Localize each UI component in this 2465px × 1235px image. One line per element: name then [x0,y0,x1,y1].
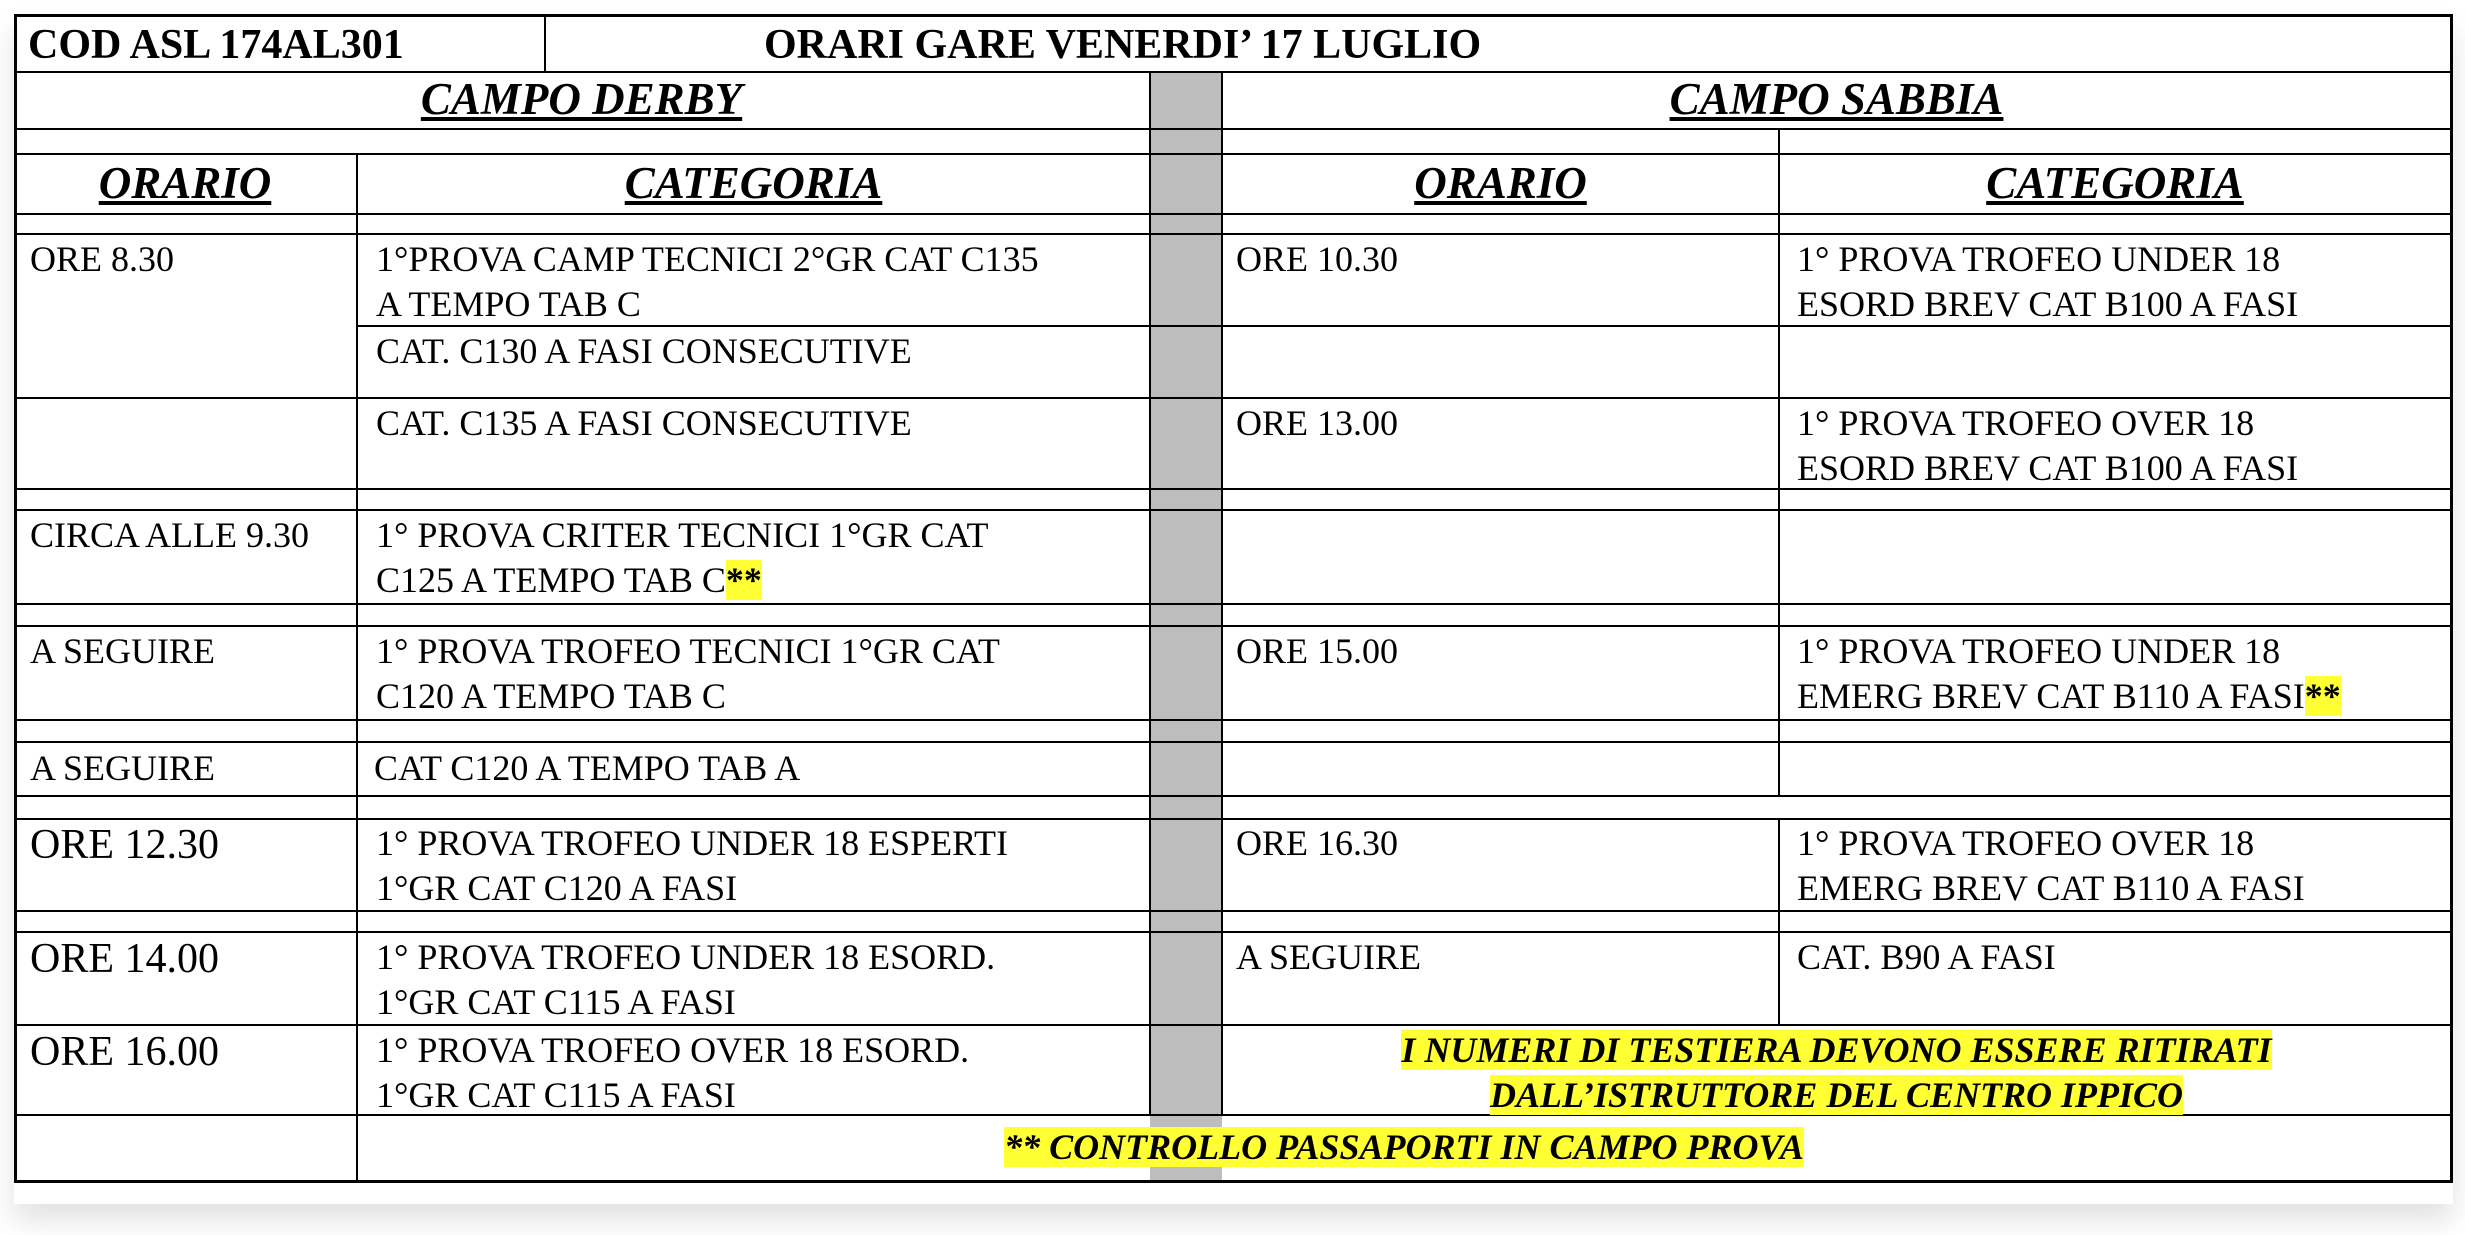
derby-categoria-line: CAT. C135 A FASI CONSECUTIVE [376,403,912,443]
sabbia-categoria-line: 1° PROVA TROFEO OVER 18 [1797,403,2255,443]
derby-categoria-line: C120 A TEMPO TAB C [376,676,726,716]
notice-line: DALL’ISTRUTTORE DEL CENTRO IPPICO [1489,1075,2184,1115]
derby-categoria-line: 1°GR CAT C120 A FASI [376,868,738,908]
footnote-marker: ** [725,560,762,600]
derby-categoria-header: CATEGORIA [624,158,883,208]
sabbia-categoria-line: 1° PROVA TROFEO UNDER 18 [1797,239,2281,279]
sabbia-categoria-line: EMERG BREV CAT B110 A FASI** [1797,676,2341,716]
column-separator [1150,72,1222,1182]
derby-categoria-line: 1°GR CAT C115 A FASI [376,1075,736,1115]
sabbia-categoria-header: CATEGORIA [1986,158,2244,208]
derby-categoria-line: 1° PROVA TROFEO OVER 18 ESORD. [376,1030,970,1070]
code-label: COD ASL 174AL301 [28,22,404,68]
derby-categoria-line: CAT C120 A TEMPO TAB A [374,748,801,788]
derby-categoria-line: 1°PROVA CAMP TECNICI 2°GR CAT C135 [376,239,1039,279]
footnote-marker: ** [2304,676,2341,716]
sabbia-orario: ORE 10.30 [1236,239,1398,279]
sabbia-categoria-line: EMERG BREV CAT B110 A FASI [1797,868,2305,908]
schedule-table [14,14,2453,1204]
derby-categoria-line: C125 A TEMPO TAB C** [376,560,762,600]
campo-derby-heading: CAMPO DERBY [420,74,743,124]
sabbia-categoria-line: CAT. B90 A FASI [1797,937,2056,977]
derby-categoria-line: 1° PROVA TROFEO UNDER 18 ESPERTI [376,823,1009,863]
sabbia-orario: A SEGUIRE [1236,937,1422,977]
footer-note: ** CONTROLLO PASSAPORTI IN CAMPO PROVA [1004,1127,1804,1167]
derby-orario: A SEGUIRE [30,748,216,788]
sabbia-orario: ORE 13.00 [1236,403,1398,443]
derby-categoria-line: 1° PROVA CRITER TECNICI 1°GR CAT [376,515,989,555]
sabbia-categoria-line: 1° PROVA TROFEO OVER 18 [1797,823,2255,863]
sabbia-categoria-line: 1° PROVA TROFEO UNDER 18 [1797,631,2281,671]
derby-orario: ORE 14.00 [30,936,219,982]
derby-orario: CIRCA ALLE 9.30 [30,515,310,555]
derby-categoria-line: 1°GR CAT C115 A FASI [376,982,736,1022]
derby-categoria-line: CAT. C130 A FASI CONSECUTIVE [376,331,912,371]
derby-categoria-line: A TEMPO TAB C [376,284,641,324]
sabbia-orario: ORE 16.30 [1236,823,1398,863]
derby-categoria-line: 1° PROVA TROFEO UNDER 18 ESORD. [376,937,996,977]
sabbia-categoria-line: ESORD BREV CAT B100 A FASI [1797,448,2299,488]
page-title: ORARI GARE VENERDI’ 17 LUGLIO [764,22,1482,68]
derby-orario-header: ORARIO [98,158,272,208]
sabbia-orario-header: ORARIO [1414,158,1587,208]
sabbia-categoria-line: ESORD BREV CAT B100 A FASI [1797,284,2299,324]
derby-categoria-line: 1° PROVA TROFEO TECNICI 1°GR CAT [376,631,1000,671]
derby-orario: ORE 16.00 [30,1029,219,1075]
derby-orario: A SEGUIRE [30,631,216,671]
sabbia-orario: ORE 15.00 [1236,631,1398,671]
derby-orario: ORE 12.30 [30,822,219,868]
notice-line: I NUMERI DI TESTIERA DEVONO ESSERE RITIRATI [1401,1030,2272,1070]
campo-sabbia-heading: CAMPO SABBIA [1669,74,2004,124]
derby-orario: ORE 8.30 [30,239,174,279]
